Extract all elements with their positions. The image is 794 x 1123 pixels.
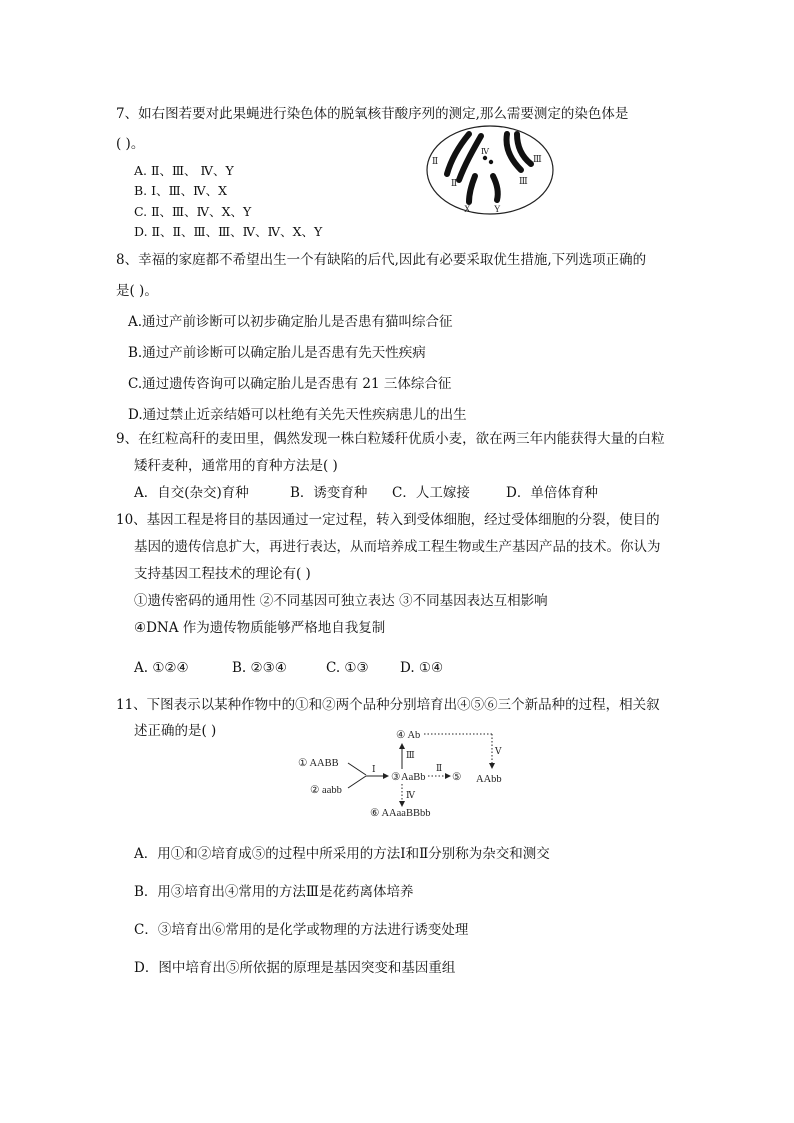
q11-stem-cont: 述正确的是( ) [134,723,217,739]
label-x: X [464,204,471,214]
chromosome-figure [425,124,555,216]
line-1-merge [348,763,366,775]
q8-stem: 8、幸福的家庭都不希望出生一个有缺陷的后代,因此有必要采取优生措施,下列选项正确的 [116,252,647,268]
chromosome-y [493,176,498,200]
q8-option-b: B.通过产前诊断可以确定胎儿是否患有先天性疾病 [128,345,426,361]
node-5: ⑤ [452,772,462,783]
label-iii: Ⅲ [533,154,542,164]
q10-option-a: A. ①②④ [134,660,189,676]
line-2-merge [348,776,366,788]
label-iv: Ⅳ [481,147,489,156]
q7-option-b: B. Ⅰ、Ⅲ、Ⅳ、X [134,183,228,198]
node-5-genotype: AAbb [476,774,502,785]
node-6: ⑥ AAaaBBbb [370,808,431,819]
q10-option-d: D. ①④ [400,660,444,676]
q10-stem-cont: 基因的遗传信息扩大，再进行表达，从而培养成工程生物或生产基因产品的技术。你认为 [134,539,661,555]
q9-option-b: B．诱变育种 [290,485,368,501]
node-1: ① AABB [298,758,339,769]
q8-stem-blank: 是( )。 [116,283,158,299]
q8-option-d: D.通过禁止近亲结婚可以杜绝有关先天性疾病患儿的出生 [128,407,467,423]
process-i: Ⅰ [372,764,376,774]
node-4: ④ Ab [396,730,421,741]
label-iii-lower: Ⅲ [519,176,528,186]
q11-option-a: A．用①和②培育成⑤的过程中所采用的方法Ⅰ和Ⅱ分别称为杂交和测交 [134,846,550,862]
q11-stem: 11、下图表示以某种作物中的①和②两个品种分别培育出④⑤⑥三个新品种的过程，相关叙 [116,697,660,713]
q9-option-a: A．自交(杂交)育种 [134,485,249,501]
process-ii: Ⅱ [436,763,443,773]
q10-option-c: C. ①③ [326,660,369,676]
process-v: Ⅴ [495,746,502,756]
q8-option-a: A.通过产前诊断可以初步确定胎儿是否患有猫叫综合征 [128,314,453,330]
q9-stem: 9、在红粒高秆的麦田里，偶然发现一株白粒矮秆优质小麦，欲在两三年内能获得大量的白粒 [116,431,665,447]
node-2: ② aabb [310,785,342,796]
label-y: Y [494,204,501,214]
q10-statements-2: ④DNA 作为遗传物质能够严格地自我复制 [134,620,386,636]
q10-option-b: B. ②③④ [232,660,287,676]
chromosome-iv-b [489,160,493,164]
breeding-diagram [296,724,516,820]
q7-option-a: A. Ⅱ、Ⅲ、 Ⅳ、Y [134,163,234,178]
process-iv: Ⅳ [406,790,415,800]
q8-option-c: C.通过遗传咨询可以确定胎儿是否患有 21 三体综合征 [128,376,452,392]
q7-stem-blank: ( )。 [116,136,145,152]
q11-option-c: C．③培育出⑥常用的是化学或物理的方法进行诱变处理 [134,922,469,938]
chromosome-iii-b [517,134,531,164]
q9-option-d: D．单倍体育种 [506,485,598,501]
q7-option-c: C. Ⅱ、Ⅲ、Ⅳ、X、Y [134,204,252,219]
node-3: ③ [391,772,401,783]
q11-option-d: D．图中培育出⑤所依据的原理是基因突变和基因重组 [134,960,456,976]
process-iii: Ⅲ [406,750,415,760]
node-3-genotype: AaBb [401,772,426,783]
q10-stem: 10、基因工程是将目的基因通过一定过程，转入到受体细胞，经过受体细胞的分裂，使目的 [116,512,660,528]
q11-option-b: B．用③培育出④常用的方法Ⅲ是花药离体培养 [134,884,414,900]
q10-statements-1: ①遗传密码的通用性 ②不同基因可独立表达 ③不同基因表达互相影响 [134,593,548,609]
label-ii-lower: Ⅱ [451,178,458,188]
chromosome-x [469,176,475,202]
chromosome-iv-a [483,156,487,160]
q7-stem: 7、如右图若要对此果蝇进行染色体的脱氧核苷酸序列的测定,那么需要测定的染色体是 [116,106,629,122]
q7-option-d: D. Ⅱ、Ⅱ、Ⅲ、Ⅲ、Ⅳ、Ⅳ、X、Y [134,224,323,239]
q9-option-c: C．人工嫁接 [392,485,470,501]
q9-stem-cont: 矮秆麦种，通常用的育种方法是( ) [134,458,338,474]
label-ii: Ⅱ [432,156,439,166]
q10-stem-cont2: 支持基因工程技术的理论有( ) [134,566,311,582]
